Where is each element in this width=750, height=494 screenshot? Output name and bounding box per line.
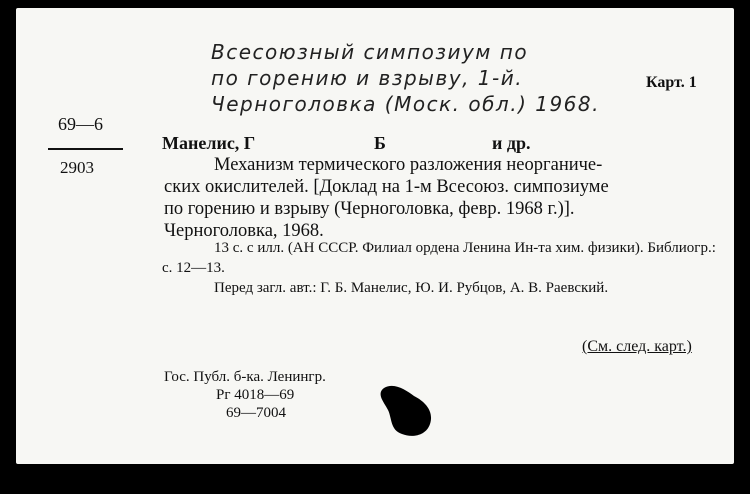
library-accession: Рг 4018—69 <box>216 387 295 403</box>
catalog-card <box>16 8 734 464</box>
handwritten-note-line-1: Всесоюзный симпозиум по <box>211 40 529 64</box>
library-stamp <box>164 368 326 422</box>
author-et-al: и др. <box>492 133 531 153</box>
title-line-1: Механизм термического разложения неорганиче- <box>214 155 603 175</box>
author-heading <box>162 133 531 154</box>
title-line-2: ских окислителей. [Доклад на 1-м Всесоюз. симпозиуме <box>164 177 609 197</box>
shelf-code-divider <box>48 148 123 150</box>
author-name: Манелис, Г <box>162 133 256 153</box>
collation-note: 13 с. с илл. (АН СССР. Филиал ордена Ленина Ин-та хим. физики). Библиогр.: с. 12—13. <box>162 240 716 276</box>
title-description <box>164 154 719 242</box>
handwritten-note-line-3: Черноголовка (Моск. обл.) 1968. <box>211 92 600 116</box>
shelf-code-bottom: 2903 <box>60 158 94 177</box>
title-line-4: Черноголовка, 1968. <box>164 221 324 241</box>
shelf-code-top: 69—6 <box>58 114 103 134</box>
handwritten-note-line-2: по горению и взрыву, 1-й. <box>211 66 524 90</box>
library-name: Гос. Публ. б-ка. Ленингр. <box>164 369 326 385</box>
ink-blot <box>376 382 434 438</box>
title-line-3: по горению и взрыву (Черноголовка, февр. 1968 г.)]. <box>164 199 575 219</box>
library-number: 69—7004 <box>226 405 286 421</box>
authors-note: Перед загл. авт.: Г. Б. Манелис, Ю. И. Рубцов, А. В. Раевский. <box>214 280 609 296</box>
author-initial: Б <box>374 133 386 153</box>
card-number-label: Карт. 1 <box>646 74 697 91</box>
continuation-note: (См. след. карт.) <box>582 338 692 355</box>
